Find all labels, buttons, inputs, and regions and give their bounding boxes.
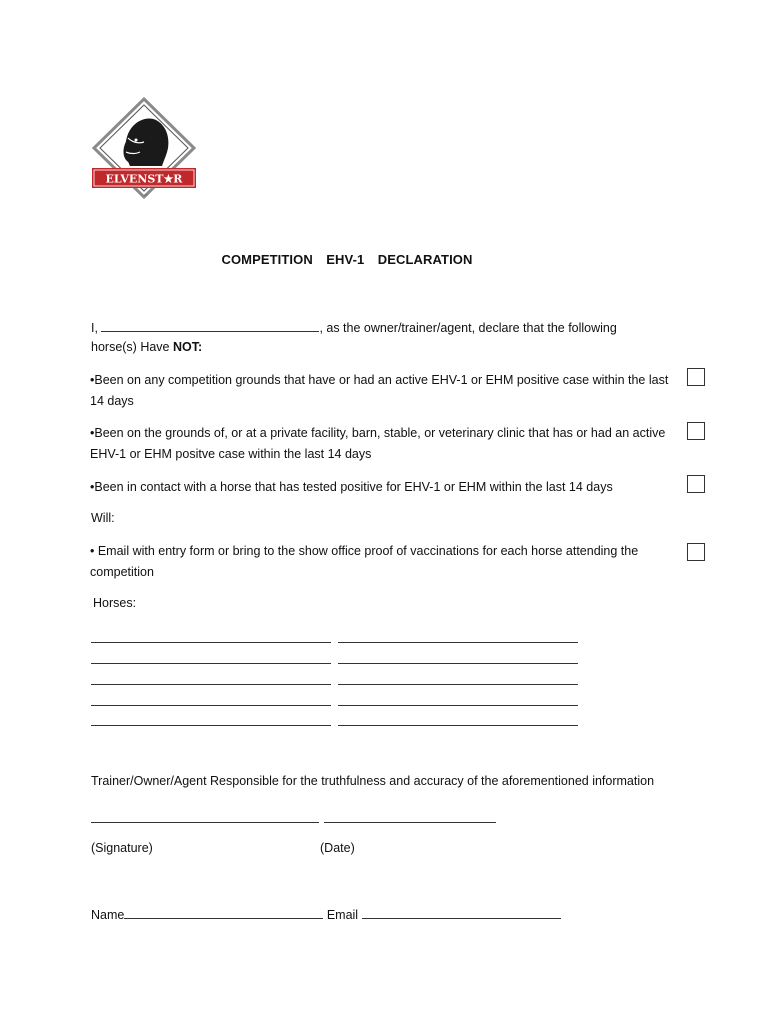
date-field[interactable]: [324, 810, 496, 823]
page-title: COMPETITION EHV-1 DECLARATION: [221, 252, 473, 267]
horse-entry-field[interactable]: [91, 672, 331, 685]
item-3-checkbox[interactable]: [687, 475, 705, 493]
email-label: Email: [326, 908, 359, 922]
date-label: (Date): [320, 841, 355, 855]
horse-entry-field[interactable]: [338, 651, 578, 664]
item-1-checkbox[interactable]: [687, 368, 705, 386]
declaration-item-3: •Been in contact with a horse that has tested positive for EHV-1 or EHM within the last 14 days: [90, 480, 613, 494]
name-email-row: [91, 906, 561, 922]
will-item: • Email with entry form or bring to the show office proof of vaccinations for each horse attending the competition: [90, 544, 639, 579]
logo-text: ELVENST★R: [105, 172, 183, 186]
horse-entry-field[interactable]: [338, 672, 578, 685]
email-field[interactable]: [362, 906, 561, 919]
item-2-checkbox[interactable]: [687, 422, 705, 440]
horse-entry-row: [91, 630, 578, 644]
horse-entry-field[interactable]: [338, 693, 578, 706]
intro-line2-prefix: horse(s) Have: [91, 340, 170, 354]
declarant-name-field[interactable]: [101, 319, 319, 332]
trademark-mark: ™: [143, 194, 149, 200]
signature-label: (Signature): [91, 841, 153, 855]
intro-prefix: I,: [91, 321, 98, 335]
name-label: Name: [91, 908, 125, 922]
signature-field[interactable]: [91, 810, 319, 823]
declaration-item-2: •Been on the grounds of, or at a private facility, barn, stable, or veterinary clinic that has or had an active EHV-1 or EHM positve case within the last 14 days: [90, 426, 666, 461]
horses-label: Horses:: [93, 596, 137, 610]
horse-entry-row: [91, 672, 578, 686]
intro-line-2: [91, 340, 202, 354]
intro-not-emphasis: NOT:: [172, 340, 203, 354]
horse-entry-field[interactable]: [91, 693, 331, 706]
intro-suffix: , as the owner/trainer/agent, declare that the following: [319, 321, 617, 335]
responsibility-statement: Trainer/Owner/Agent Responsible for the truthfulness and accuracy of the aforementioned information: [91, 774, 655, 788]
horse-entry-row: [91, 651, 578, 665]
horse-entry-field[interactable]: [91, 630, 331, 643]
signature-date-row: [91, 810, 496, 824]
horse-entry-field[interactable]: [91, 651, 331, 664]
declaration-item-1: •Been on any competition grounds that have or had an active EHV-1 or EHM positive case within the last 14 days: [90, 373, 669, 408]
horse-entry-row: [91, 693, 578, 707]
will-item-checkbox[interactable]: [687, 543, 705, 561]
will-label: Will:: [91, 511, 115, 525]
name-field[interactable]: [124, 906, 323, 919]
intro-line-1: [91, 319, 617, 335]
horse-entry-row: [91, 713, 578, 727]
elvenstar-logo: [90, 96, 198, 200]
horse-entry-field[interactable]: [91, 713, 331, 726]
horse-entry-field[interactable]: [338, 713, 578, 726]
horse-entry-field[interactable]: [338, 630, 578, 643]
